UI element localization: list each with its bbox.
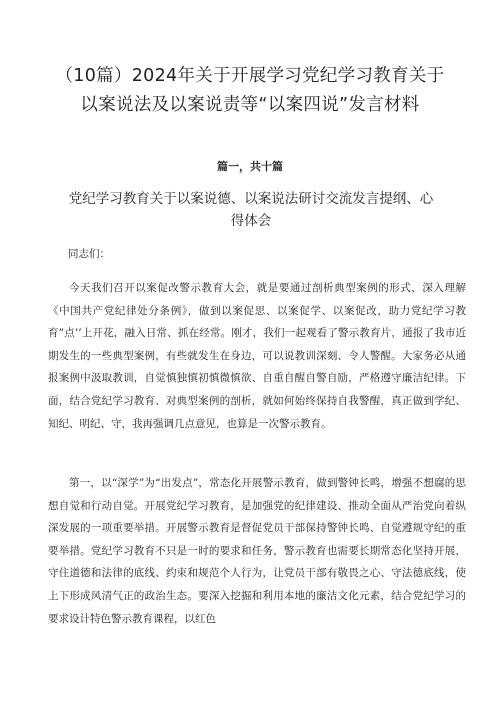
document-title: （10篇）2024年关于开展学习党纪学习教育关于以案说法及以案说责等“以案四说”发言材料 [55, 66, 445, 115]
salutation: 同志们： [68, 248, 110, 260]
body-paragraph-1: 今天我们召开以案促改警示教育大会，就是要通过剖析典型案例的形式，深入理解《中国共产党纪律处分条例》，做到以案促思、以案促学、以案促改，助力党纪学习教育”点’’上开花，融入日常、抓在经常。刚才，我们一起观看了警示教育片，通报了我市近期发生的一些典型案例，有些就发生在身边，可以说教训深刻、令人警醒。大家务必从通报案例中汲取教训，自觉慎独慎初慎微慎欲、自重自醒自警自励，严格遵守廉洁纪律。下面，结合党纪学习教育、对典型案例的剖析，就如何始终保持自我警醒，真正做到学纪、知纪、明纪、守，我再强调几点意见，也算是一次警示教育。 [48, 282, 466, 430]
part-heading: 篇一，共十篇 [217, 160, 283, 173]
article-title: 党纪学习教育关于以案说德、以案说法研讨交流发言提纲、心得体会 [68, 191, 434, 229]
body-paragraph-2: 第一，以“深学”为“出发点”，常态化开展警示教育，做到警钟长鸣，增强不想腐的思想自觉和行动自觉。开展党纪学习教育，是加强党的纪律建设、推动全面从严治党向着纵深发展的一项重要举措。开展警示教育是督促党员干部保持警钟长鸣、自觉遵规守纪的重要举措。党纪学习教育不只是一时的要求和任务，警示教育也需要长期常态化坚持开展，守住道德和法律的底线、约束和规范个人行为，让党员干部有敬畏之心、守法德底线，使上下形成风清气正的政治生态。要深入挖掘和利用本地的廉洁文化元素，结合党纪学习的要求设计特色警示教育课程，以红色 [48, 477, 466, 625]
